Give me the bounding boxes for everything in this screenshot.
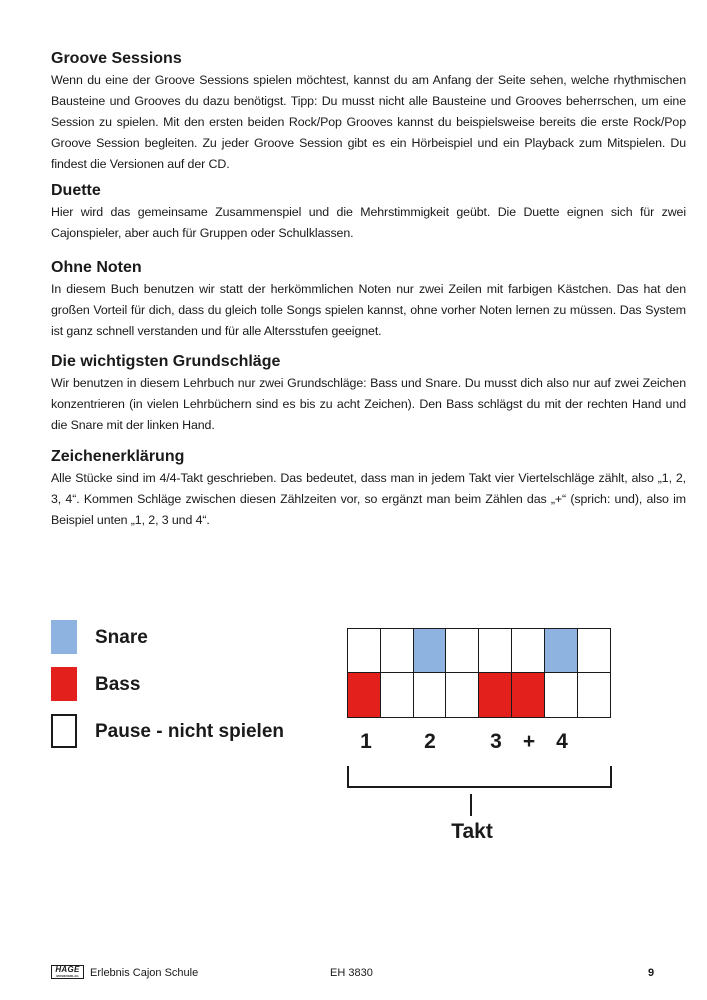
section-groove-sessions: [51, 49, 686, 175]
section-text: Hier wird das gemeinsame Zusammenspiel und die Mehrstimmigkeit geübt. Die Duette eignen sich für zwei Cajonspieler, aber auch für Gruppen oder Schulklassen.: [51, 205, 686, 240]
section-ohne-noten: [51, 258, 686, 342]
snare-cell-1: [347, 628, 381, 674]
section-heading: Ohne Noten: [51, 259, 142, 276]
snare-cell-2: [380, 628, 414, 674]
bass-swatch: [51, 667, 77, 701]
section-heading: Zeichenerklärung: [51, 448, 185, 465]
section-duette: [51, 181, 686, 244]
count-4: 4: [556, 730, 568, 753]
section-heading: Duette: [51, 182, 101, 199]
bracket-left: [347, 766, 349, 788]
publisher-logo: HAGE MUSIKVERLAG: [51, 965, 84, 979]
section-heading: Groove Sessions: [51, 50, 182, 67]
snare-cell-5: [478, 628, 512, 674]
section-text: Wir benutzen in diesem Lehrbuch nur zwei Grundschläge: Bass und Snare. Du musst dich also nur auf zwei Zeichen konzentrieren (in vielen Lehrbüchern sind es bis zu acht Zeichen). Den Bass schlägst du mit der rechten Hand und die Snare mit der linken Hand.: [51, 376, 686, 432]
page-number: 9: [648, 967, 655, 979]
snare-cell-7: [544, 628, 578, 674]
legend-rest-label: Pause - nicht spielen: [95, 721, 284, 742]
section-text: Wenn du eine der Groove Sessions spielen möchtest, kannst du am Anfang der Seite sehen, welche rhythmischen Bausteine und Grooves du dazu benötigst. Tipp: Du musst nicht alle Bausteine und Grooves beherrschen, um eine Session zu spielen. Mit den ersten beiden Rock/Pop Grooves kannst du beispielsweise bereits die erste Rock/Pop Groove Session begleiten. Zu jeder Groove Session gibt es ein Hörbeispiel und ein Playback zum Mitspielen. Du findest die Versionen auf der CD.: [51, 73, 686, 171]
bass-cell-2: [380, 672, 414, 718]
catalog-number: EH 3830: [330, 967, 373, 979]
section-grundschlaege: [51, 352, 686, 436]
bass-cell-3: [413, 672, 447, 718]
legend-bass-label: Bass: [95, 674, 141, 695]
section-heading: Die wichtigsten Grundschläge: [51, 353, 281, 370]
snare-cell-6: [511, 628, 545, 674]
measure-label: Takt: [451, 820, 493, 843]
section-zeichenerklaerung: [51, 447, 686, 531]
count-2: 2: [424, 730, 436, 753]
snare-swatch: [51, 620, 77, 654]
snare-cell-4: [445, 628, 479, 674]
bass-cell-7: [544, 672, 578, 718]
bracket-stem: [470, 794, 472, 816]
bracket-right: [610, 766, 612, 788]
book-title: Erlebnis Cajon Schule: [90, 967, 199, 979]
count-3: 3: [490, 730, 502, 753]
bass-cell-1: [347, 672, 381, 718]
bass-cell-6: [511, 672, 545, 718]
section-text: Alle Stücke sind im 4/4-Takt geschrieben. Das bedeutet, dass man in jedem Takt vier Viertelschläge zählt, also „1, 2, 3, 4“. Kommen Schläge zwischen diesen Zählzeiten vor, so ergänzt man beim Zählen das „+“ (sprich: und), also im Beispiel unten „1, 2, 3 und 4“.: [51, 471, 686, 527]
legend-snare-label: Snare: [95, 627, 148, 648]
bracket-bottom: [347, 786, 612, 788]
count-and: +: [522, 730, 536, 753]
bass-cell-5: [478, 672, 512, 718]
rest-swatch: [51, 714, 77, 748]
count-1: 1: [360, 730, 372, 753]
section-text: In diesem Buch benutzen wir statt der herkömmlichen Noten nur zwei Zeilen mit farbigen Kästchen. Das hat den großen Vorteil für dich, dass du gleich tolle Songs spielen kannst, ohne vorher Noten lernen zu müssen. Das System ist ganz schnell verstanden und für alle Altersstufen geeignet.: [51, 282, 686, 338]
bass-cell-8: [577, 672, 611, 718]
bass-cell-4: [445, 672, 479, 718]
snare-cell-8: [577, 628, 611, 674]
snare-cell-3: [413, 628, 447, 674]
